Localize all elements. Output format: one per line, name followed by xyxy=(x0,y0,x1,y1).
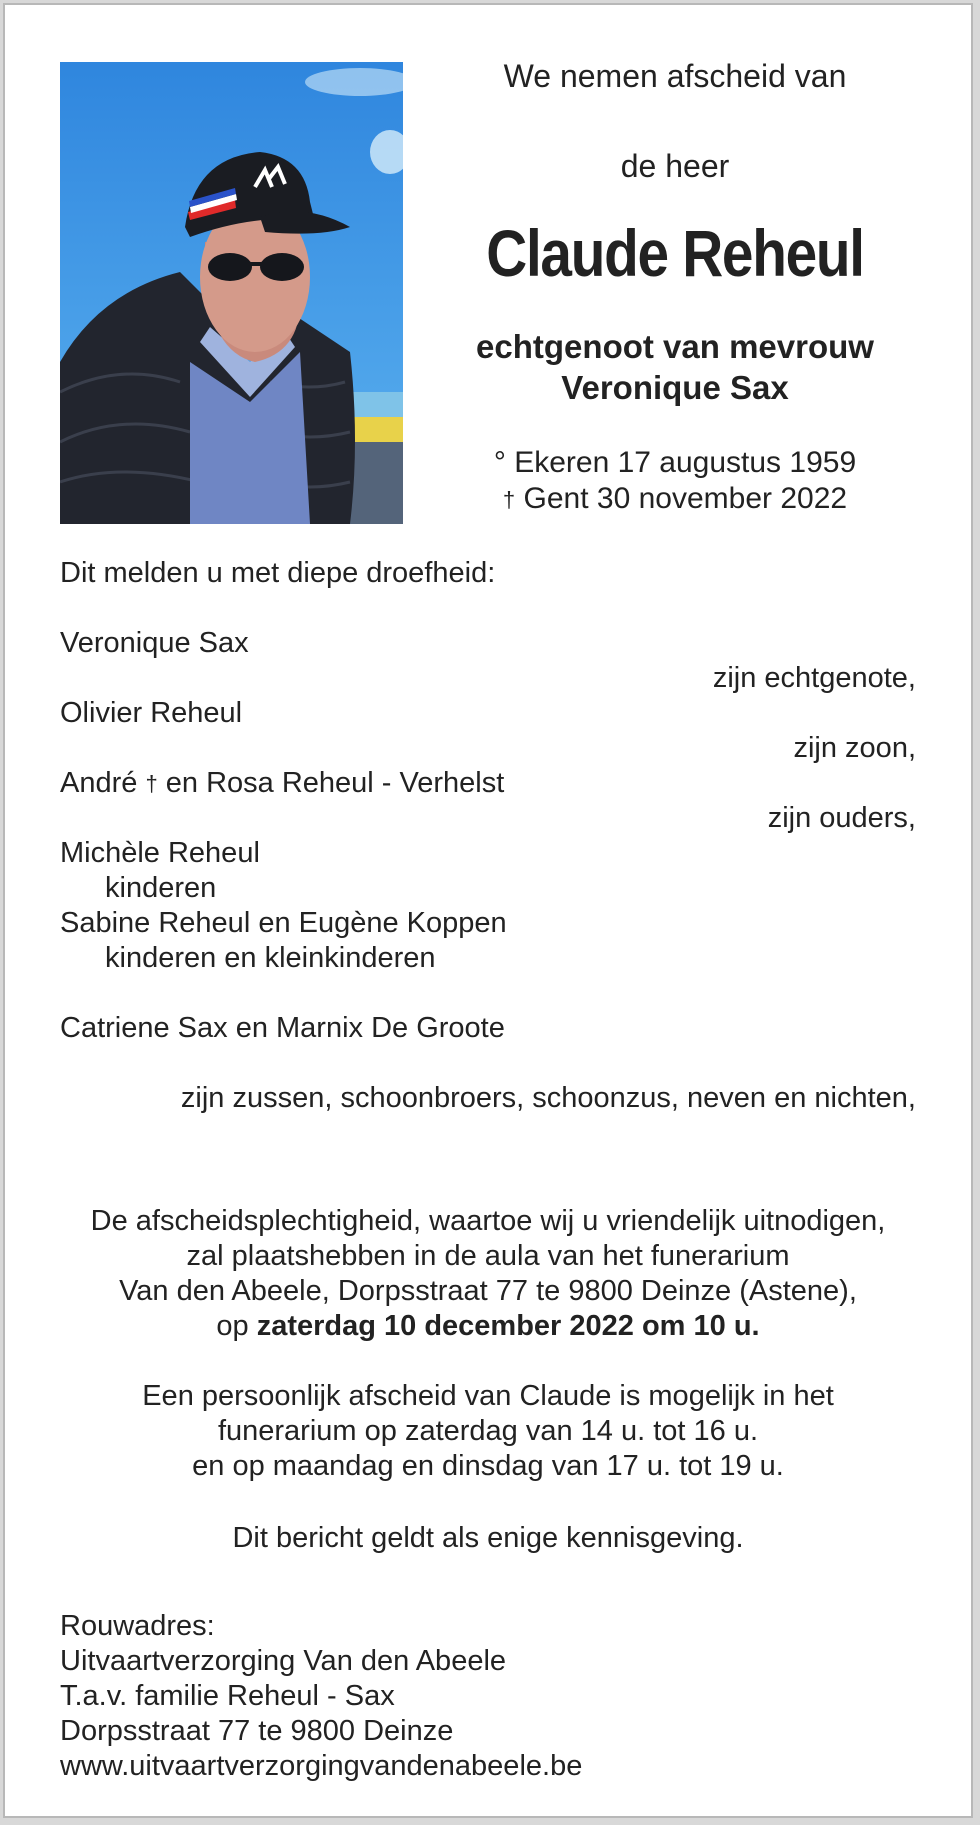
title-prefix: de heer xyxy=(620,148,730,184)
family-name-3 xyxy=(60,765,504,803)
obituary-card xyxy=(3,3,973,1818)
visit-line3: en op maandag en dinsdag van 17 u. tot 19 u. xyxy=(192,1450,784,1482)
family-relation-3: zijn ouders, xyxy=(767,802,916,834)
ceremony-line4 xyxy=(5,1308,971,1344)
sibling-sub-2: kinderen en kleinkinderen xyxy=(105,942,436,974)
family-name-3a: André xyxy=(60,767,138,799)
deceased-name-text: Claude Reheul xyxy=(486,216,864,290)
ceremony-line2: zal plaatshebben in de aula van het funerarium xyxy=(186,1240,790,1272)
address-line1: Uitvaartverzorging Van den Abeele xyxy=(60,1645,507,1677)
family-closing: zijn zussen, schoonbroers, schoonzus, neven en nichten, xyxy=(180,1082,916,1114)
address-line3: Dorpsstraat 77 te 9800 Deinze xyxy=(60,1715,454,1747)
family-relation-1: zijn echtgenote, xyxy=(712,662,916,694)
birth-text: Ekeren 17 augustus 1959 xyxy=(514,446,857,479)
cross-icon: † xyxy=(502,487,516,512)
death-line xyxy=(435,481,915,519)
sibling-sub-1: kinderen xyxy=(105,872,217,904)
family-name-2: Olivier Reheul xyxy=(60,697,243,729)
spouse-line1: echtgenoot van mevrouw xyxy=(476,328,874,365)
portrait-photo-icon xyxy=(60,62,403,524)
address-label: Rouwadres: xyxy=(60,1610,215,1642)
family-intro: Dit melden u met diepe droefheid: xyxy=(60,557,496,589)
deceased-name xyxy=(435,215,915,291)
visit-line2: funerarium op zaterdag van 14 u. tot 16 u. xyxy=(217,1415,759,1447)
ceremony-line1: De afscheidsplechtigheid, waartoe wij u vriendelijk uitnodigen, xyxy=(90,1205,886,1237)
notice-text: Dit bericht geldt als enige kennisgeving. xyxy=(232,1522,744,1554)
cross-icon: † xyxy=(145,771,158,796)
birth-symbol: ° xyxy=(493,446,506,479)
family-relation-2: zijn zoon, xyxy=(793,732,916,764)
family-name-1: Veronique Sax xyxy=(60,627,249,659)
ceremony-line3: Van den Abeele, Dorpsstraat 77 te 9800 Deinze (Astene), xyxy=(119,1275,857,1307)
address-line2: T.a.v. familie Reheul - Sax xyxy=(60,1680,395,1712)
family-name-3b: en Rosa Reheul - Verhelst xyxy=(165,767,505,799)
sibling-name-3: Catriene Sax en Marnix De Groote xyxy=(60,1012,505,1044)
visit-line1: Een persoonlijk afscheid van Claude is mogelijk in het xyxy=(142,1380,834,1412)
sibling-name-2: Sabine Reheul en Eugène Koppen xyxy=(60,907,507,939)
ceremony-date-prefix: op xyxy=(216,1310,249,1342)
portrait-photo xyxy=(60,62,403,524)
spouse-line2: Veronique Sax xyxy=(561,369,789,406)
death-text: Gent 30 november 2022 xyxy=(523,482,848,515)
ceremony-date: zaterdag 10 december 2022 om 10 u. xyxy=(256,1310,760,1342)
birth-line xyxy=(435,445,915,481)
intro-text: We nemen afscheid van xyxy=(503,58,847,94)
address-website-link[interactable]: www.uitvaartverzorgingvandenabeele.be xyxy=(60,1750,583,1782)
sibling-name-1: Michèle Reheul xyxy=(60,837,260,869)
